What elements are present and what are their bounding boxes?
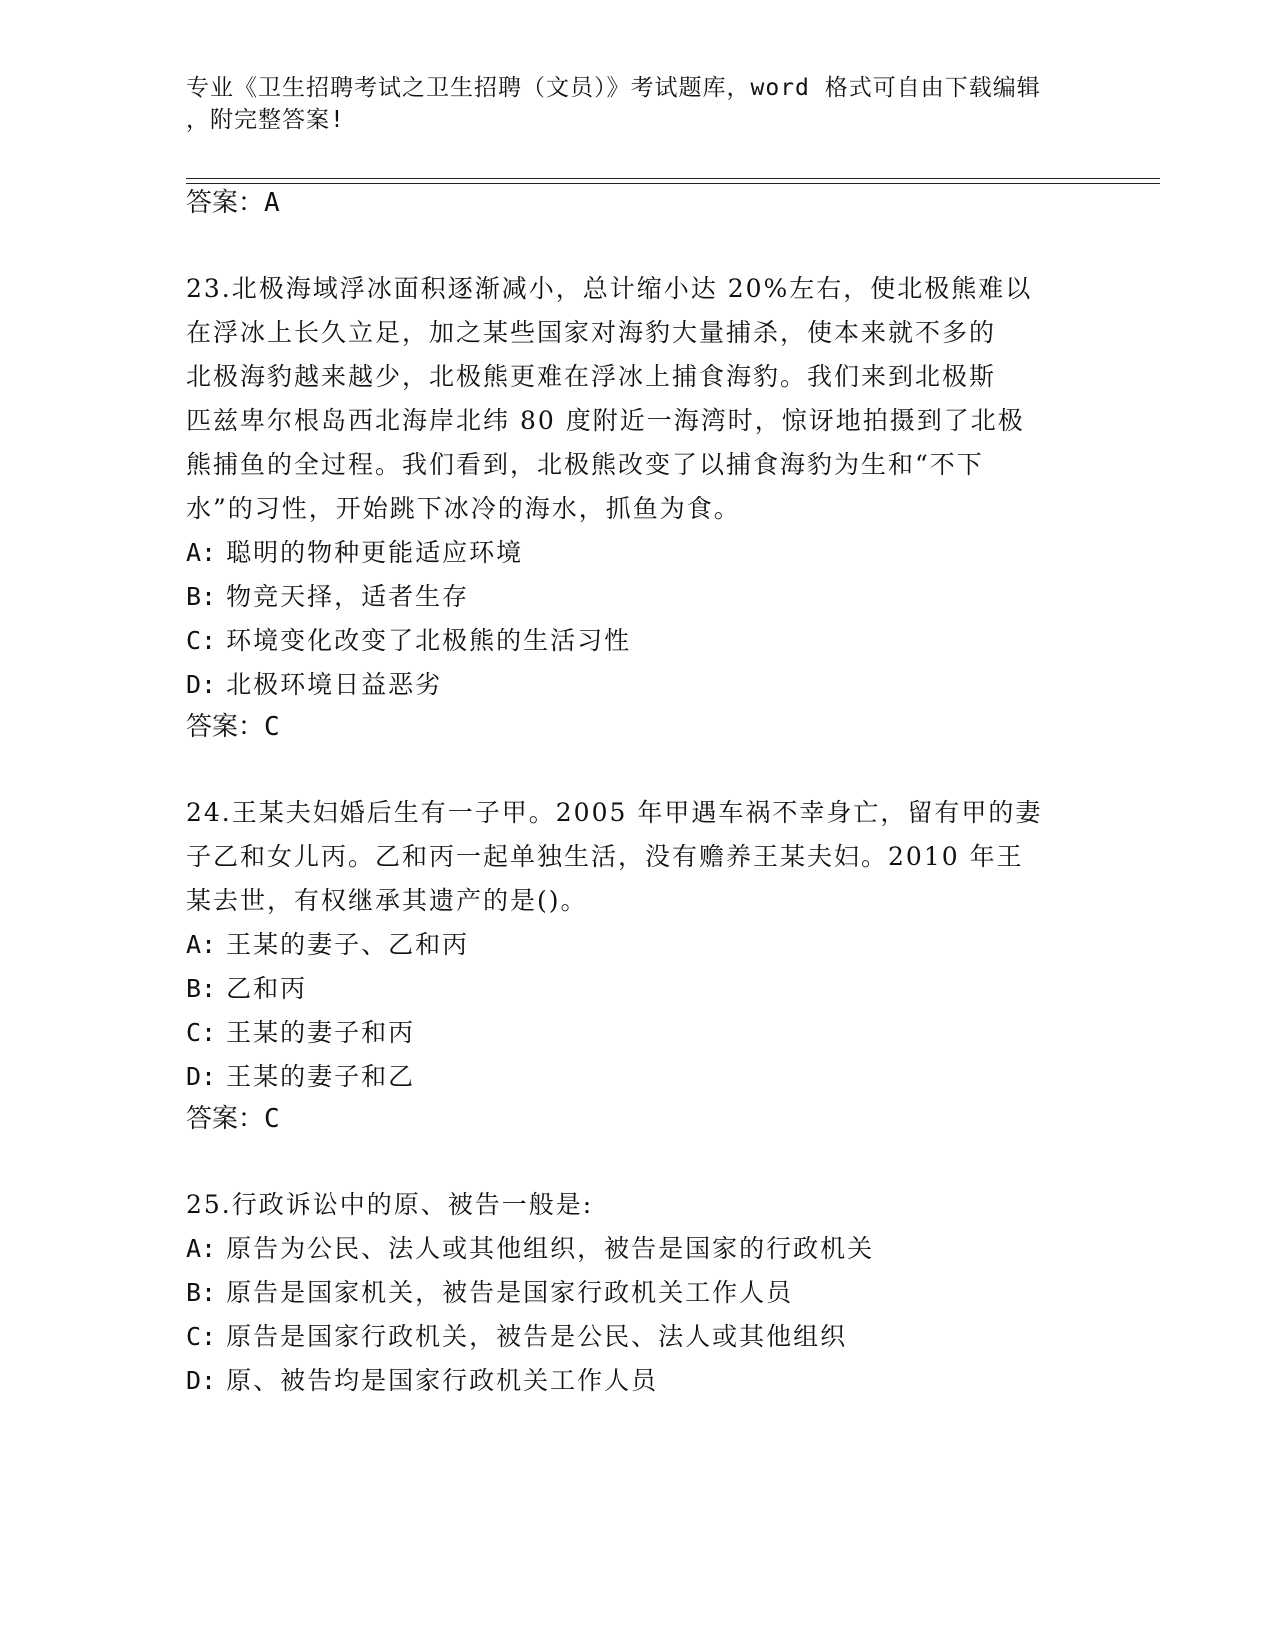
question-stem-line: 北极海豹越来越少，北极熊更难在浮冰上捕食海豹。我们来到北极斯 xyxy=(186,362,997,391)
option-text: 乙和丙 xyxy=(226,974,308,1003)
option-text: 环境变化改变了北极熊的生活习性 xyxy=(226,626,632,655)
option-c xyxy=(186,1016,415,1050)
header-divider-top xyxy=(186,178,1160,179)
option-a xyxy=(186,1232,874,1266)
option-text: 原告为公民、法人或其他组织，被告是国家的行政机关 xyxy=(226,1234,875,1263)
option-a xyxy=(186,536,523,570)
option-letter: D: xyxy=(186,670,217,699)
answer-prefix: 答案： xyxy=(186,1104,265,1134)
option-text: 王某的妻子和乙 xyxy=(226,1062,416,1091)
option-letter: C: xyxy=(186,1322,217,1351)
option-text: 原、被告均是国家行政机关工作人员 xyxy=(226,1366,659,1395)
answer-prefix: 答案： xyxy=(186,712,265,742)
question-stem-line: 23.北极海域浮冰面积逐渐减小，总计缩小达 20%左右，使北极熊难以 xyxy=(186,274,1033,303)
answer-value: C xyxy=(264,1104,280,1134)
option-b xyxy=(186,580,469,614)
question-stem-line: 25.行政诉讼中的原、被告一般是: xyxy=(186,1190,594,1219)
question-stem-line: 子乙和女儿丙。乙和丙一起单独生活，没有赡养王某夫妇。2010 年王 xyxy=(186,842,1024,871)
option-text: 北极环境日益恶劣 xyxy=(226,670,443,699)
option-text: 聪明的物种更能适应环境 xyxy=(226,538,524,567)
option-letter: A: xyxy=(186,538,217,567)
option-text: 王某的妻子和丙 xyxy=(226,1018,416,1047)
header-title-line-1: 专业《卫生招聘考试之卫生招聘（文员）》考试题库，word 格式可自由下载编辑 xyxy=(186,75,1041,101)
question-stem-line: 熊捕鱼的全过程。我们看到，北极熊改变了以捕食海豹为生和“不下 xyxy=(186,450,984,479)
option-letter: A: xyxy=(186,930,217,959)
option-letter: A: xyxy=(186,1234,217,1263)
answer-prefix: 答案： xyxy=(186,188,265,218)
question-stem-line: 在浮冰上长久立足，加之某些国家对海豹大量捕杀，使本来就不多的 xyxy=(186,318,997,347)
option-letter: C: xyxy=(186,626,217,655)
answer-line xyxy=(186,710,280,744)
option-c xyxy=(186,624,631,658)
answer-value: C xyxy=(264,712,280,742)
option-letter: B: xyxy=(186,974,217,1003)
header-divider-bottom xyxy=(186,183,1160,184)
option-a xyxy=(186,928,469,962)
question-stem-line: 水”的习性，开始跳下冰冷的海水，抓鱼为食。 xyxy=(186,494,741,523)
question-stem-line: 匹兹卑尔根岛西北海岸北纬 80 度附近一海湾时，惊讶地拍摄到了北极 xyxy=(186,406,1025,435)
option-b xyxy=(186,1276,793,1310)
answer-line xyxy=(186,186,280,220)
answer-value: A xyxy=(264,188,280,218)
option-text: 王某的妻子、乙和丙 xyxy=(226,930,470,959)
page-header xyxy=(186,72,1086,136)
option-text: 物竞天择，适者生存 xyxy=(226,582,470,611)
option-d xyxy=(186,668,442,702)
option-letter: B: xyxy=(186,1278,217,1307)
question-stem-line: 24.王某夫妇婚后生有一子甲。2005 年甲遇车祸不幸身亡，留有甲的妻 xyxy=(186,798,1043,827)
option-letter: D: xyxy=(186,1366,217,1395)
option-b xyxy=(186,972,307,1006)
option-text: 原告是国家行政机关，被告是公民、法人或其他组织 xyxy=(226,1322,848,1351)
option-d xyxy=(186,1060,415,1094)
question-stem-line: 某去世，有权继承其遗产的是()。 xyxy=(186,886,588,915)
option-c xyxy=(186,1320,847,1354)
option-letter: D: xyxy=(186,1062,217,1091)
header-title-line-2: ，附完整答案! xyxy=(186,107,345,133)
option-letter: B: xyxy=(186,582,217,611)
option-letter: C: xyxy=(186,1018,217,1047)
answer-line xyxy=(186,1102,280,1136)
option-d xyxy=(186,1364,658,1398)
option-text: 原告是国家机关，被告是国家行政机关工作人员 xyxy=(226,1278,794,1307)
